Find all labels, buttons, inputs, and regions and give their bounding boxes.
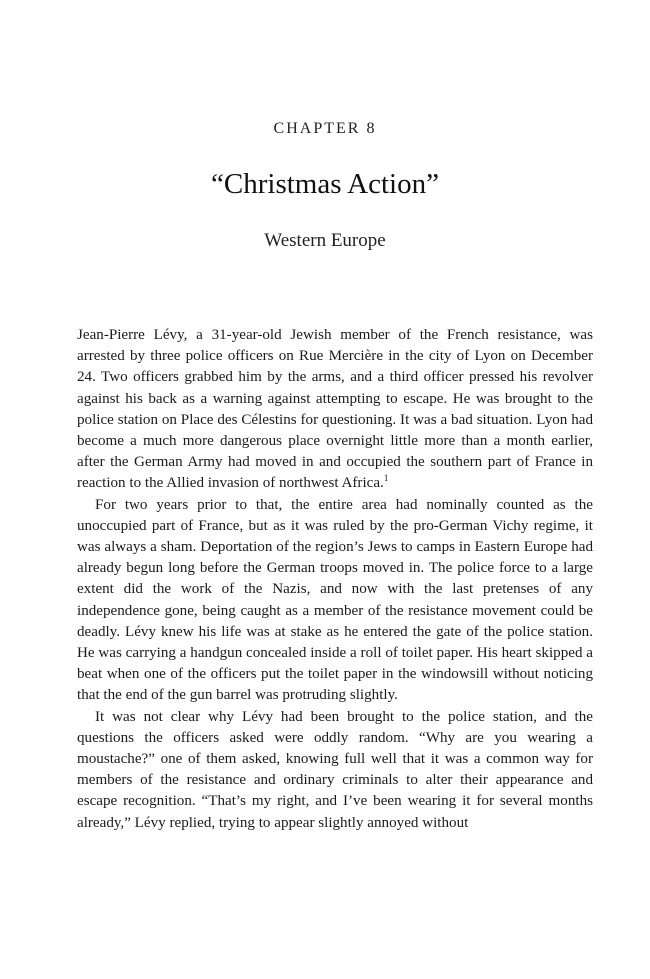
paragraph-3: It was not clear why Lévy had been brought to the police station, and the questions the officers asked were oddly random. “Why are you wearing a moustache?” one of them asked, knowing full well that it was a common way for members of the resistance and ordinary criminals to alter their appearance and escape recognition. “That’s my right, and I’ve been wearing it for several months already,” Lévy replied, trying to appear slightly annoyed without: [77, 708, 593, 831]
paragraph-2: For two years prior to that, the entire area had nominally counted as the unoccupied part of France, but as it was ruled by the pro-German Vichy regime, it was always a sham. Deportation of the region’s Jews to camps in Eastern Europe had already begun long before the German troops moved in. The police force to a large extent did the work of the Nazis, and now with the last pretenses of any independence gone, being caught as a member of the resistance movement could be deadly. Lévy knew his life was at stake as he entered the gate of the police station. He was carrying a handgun concealed inside a roll of toilet paper. His heart skipped a beat when one of the officers put the toilet paper in the windowsill without noticing that the end of the gun barrel was protruding slightly.: [77, 496, 593, 704]
paragraph-1: [77, 325, 593, 495]
chapter-label: CHAPTER 8: [273, 120, 377, 137]
chapter-title: “Christmas Action”: [211, 168, 439, 200]
paragraph-1-text: Jean-Pierre Lévy, a 31-year-old Jewish member of the French resistance, was arrested by three police officers on Rue Mercière in the city of Lyon on December 24. Two officers grabbed him by the arms, and a third officer pressed his revolver against his back as a warning against attempting to escape. He was brought to the police station on Place des Célestins for questioning. It was a bad situation. Lyon had become a much more dangerous place overnight little more than a month earlier, after the German Army had moved in and occupied the southern part of France in reaction to the Allied invasion of northwest Africa.: [77, 327, 593, 492]
chapter-subtitle: Western Europe: [264, 230, 386, 251]
body-text: [77, 325, 593, 834]
footnote-marker[interactable]: 1: [383, 473, 389, 484]
